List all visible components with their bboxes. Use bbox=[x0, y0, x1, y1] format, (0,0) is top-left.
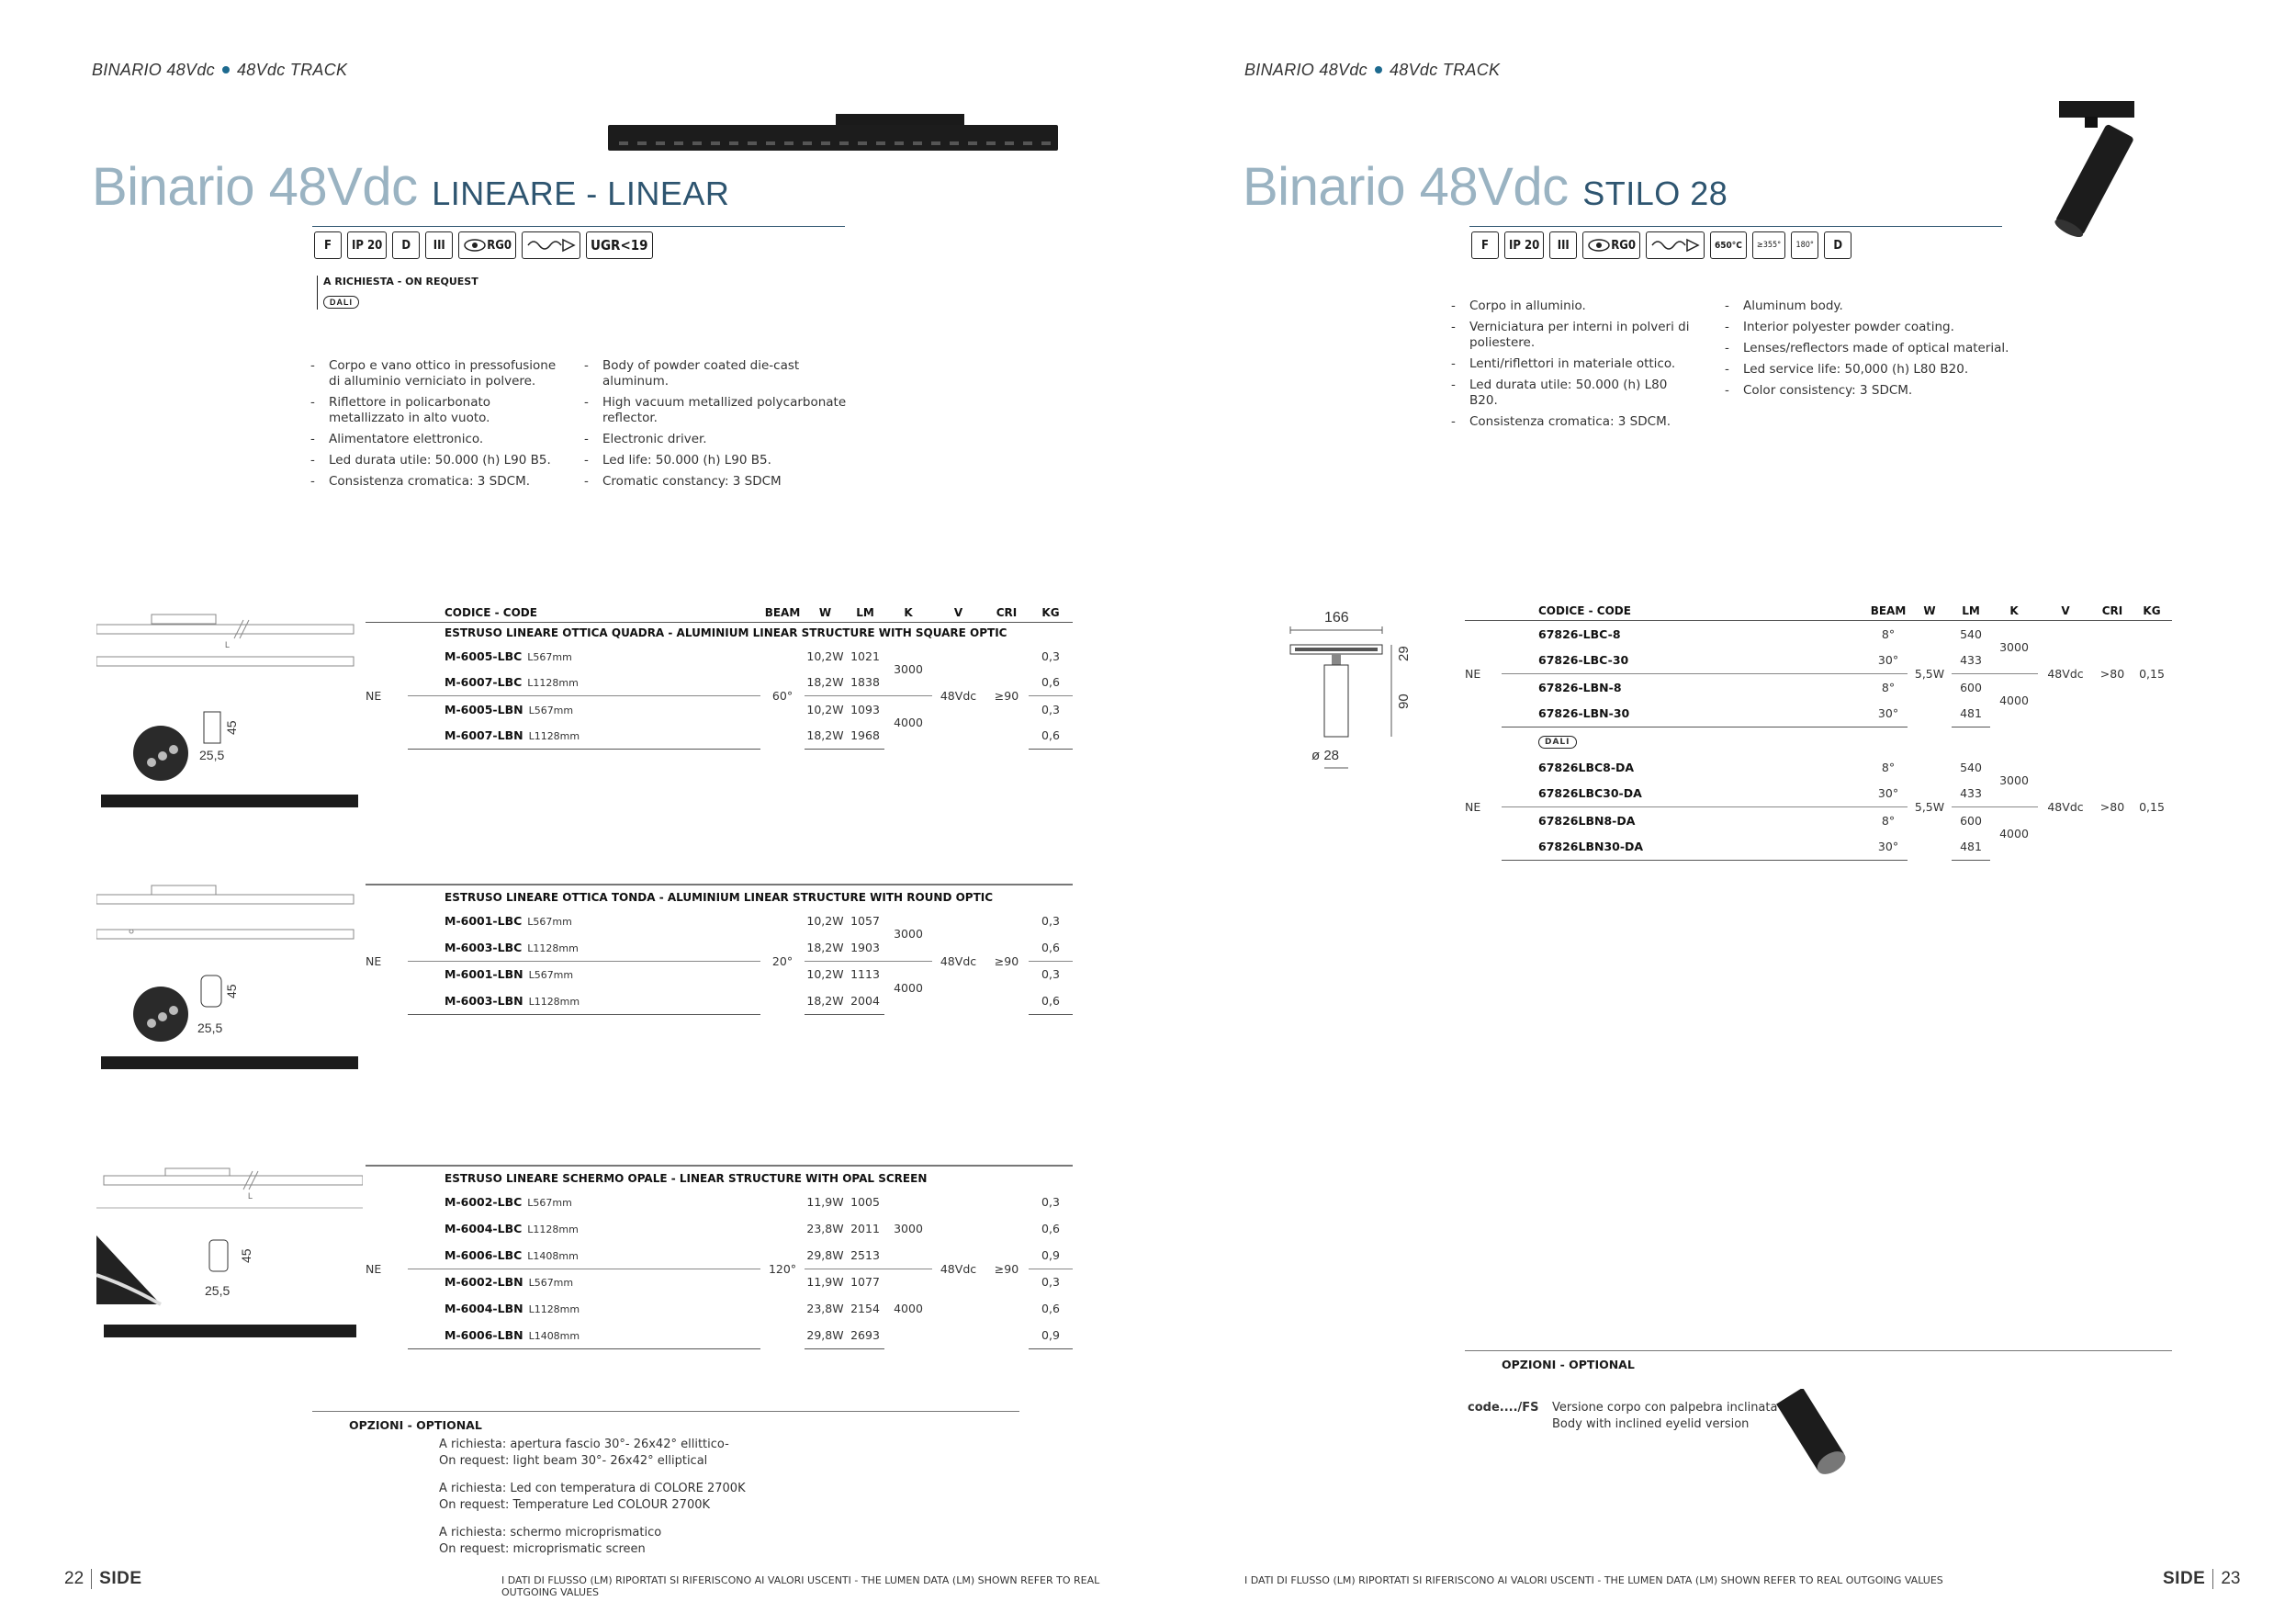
w-value: 5,5W bbox=[1914, 667, 1945, 682]
table-group-row bbox=[366, 623, 1073, 643]
feature-en-item: - Interior polyester powder coating. bbox=[1725, 320, 2019, 335]
title-sub: STILO 28 bbox=[1582, 175, 1728, 212]
lm-value: 540 bbox=[1960, 760, 1982, 774]
option-it: Versione corpo con palpebra inclinata bbox=[1552, 1401, 1778, 1415]
v-value: 48Vdc bbox=[940, 689, 977, 703]
w-value: 29,8W bbox=[805, 1322, 846, 1348]
product-code: 67826LBN8-DA bbox=[1538, 813, 1636, 828]
w-value: 5,5W bbox=[1914, 800, 1945, 814]
table-row bbox=[366, 1189, 1073, 1215]
kg-value: 0,6 bbox=[1029, 987, 1073, 1014]
option-description bbox=[1552, 1400, 1777, 1433]
stilo-product-image bbox=[2020, 96, 2140, 243]
product-code: 67826-LBN-8 bbox=[1538, 680, 1622, 694]
brand-name: SIDE bbox=[2163, 1569, 2206, 1589]
table-row bbox=[1465, 754, 2172, 781]
product-length: L1128mm bbox=[528, 995, 580, 1008]
spec-table-opal bbox=[366, 1168, 1073, 1349]
features-en bbox=[1725, 299, 2019, 404]
class-iii-icon: III bbox=[1549, 231, 1577, 259]
beam-value: 60° bbox=[771, 689, 793, 703]
beam-value: 30° bbox=[1869, 648, 1908, 674]
stilo-technical-drawing bbox=[1286, 606, 1442, 790]
lm-value: 1113 bbox=[850, 967, 880, 982]
w-value: 18,2W bbox=[805, 670, 846, 696]
kg-value: 0,3 bbox=[1041, 914, 1060, 928]
option-item: A richiesta: apertura fascio 30°- 26x42° ellittico- On request: light beam 30°- 26x42° elliptical bbox=[439, 1438, 729, 1468]
running-header bbox=[1244, 61, 1500, 80]
table-top-rule bbox=[366, 884, 1073, 885]
title-rule bbox=[1469, 226, 2002, 227]
option-code: code..../FS bbox=[1468, 1401, 1539, 1415]
tilt-180-icon: 180° bbox=[1791, 231, 1818, 259]
product-code: M-6001-LBN bbox=[445, 967, 523, 982]
lm-value: 1968 bbox=[846, 723, 884, 750]
cri-value: ≥90 bbox=[994, 1261, 1019, 1276]
table-top-rule bbox=[366, 1165, 1073, 1167]
kg-value: 0,15 bbox=[2139, 800, 2165, 814]
f-mark-icon: F bbox=[1471, 231, 1499, 259]
rg0-eye-icon: RG0 bbox=[458, 231, 516, 259]
feature-en-item: - Color consistency: 3 SDCM. bbox=[1725, 383, 2019, 399]
w-value: 29,8W bbox=[805, 1242, 846, 1269]
header-part2: 48Vdc TRACK bbox=[1389, 61, 1501, 79]
w-value: 11,9W bbox=[806, 1275, 844, 1290]
kg-value: 0,6 bbox=[1029, 670, 1073, 696]
col-w: W bbox=[805, 603, 846, 623]
product-length: L1408mm bbox=[528, 1329, 580, 1342]
right-page bbox=[1148, 0, 2296, 1624]
table-dali-row bbox=[1465, 727, 2172, 754]
product-code: 67826LBN30-DA bbox=[1502, 834, 1869, 861]
v-value: 48Vdc bbox=[940, 953, 977, 968]
feature-en-item: - Lenses/reflectors made of optical material. bbox=[1725, 341, 2019, 356]
title-sub: LINEARE - LINEAR bbox=[432, 175, 730, 212]
col-v: V bbox=[932, 603, 985, 623]
product-length: L1408mm bbox=[527, 1249, 579, 1262]
beam-value: 8° bbox=[1881, 680, 1896, 694]
beam-value: 30° bbox=[1869, 701, 1908, 727]
k-value: 4000 bbox=[894, 980, 923, 995]
v-value: 48Vdc bbox=[940, 1261, 977, 1276]
product-code: M-6006-LBC bbox=[445, 1247, 523, 1262]
product-code: 67826-LBC-8 bbox=[1538, 626, 1621, 641]
driver-wave-icon bbox=[1646, 231, 1705, 259]
feature-it-item: - Alimentatore elettronico. bbox=[310, 432, 568, 447]
kg-value: 0,3 bbox=[1041, 967, 1060, 982]
dim-l-label: L bbox=[225, 640, 231, 649]
col-code: CODICE - CODE bbox=[408, 603, 760, 623]
d-mark-icon: D bbox=[392, 231, 420, 259]
w-value: 10,2W bbox=[806, 967, 844, 982]
options-rule bbox=[312, 1411, 1019, 1412]
feature-it-item: - Led durata utile: 50.000 (h) L80 B20. bbox=[1451, 378, 1699, 409]
ne-label: NE bbox=[366, 1261, 382, 1276]
kg-value: 0,6 bbox=[1029, 934, 1073, 961]
lm-value: 1057 bbox=[850, 914, 880, 928]
col-k: K bbox=[1990, 602, 2038, 621]
ne-label: NE bbox=[1465, 667, 1481, 682]
feature-en-item: - Body of powder coated die-cast aluminum. bbox=[584, 358, 860, 389]
spec-table-round bbox=[366, 887, 1073, 1015]
k-value: 4000 bbox=[894, 716, 923, 730]
col-v: V bbox=[2038, 602, 2093, 621]
group-label: ESTRUSO LINEARE OTTICA QUADRA - ALUMINIUM LINEAR STRUCTURE WITH SQUARE OPTIC bbox=[445, 626, 1007, 639]
lm-value: 1903 bbox=[846, 934, 884, 961]
feature-it-item: - Led durata utile: 50.000 (h) L90 B5. bbox=[310, 453, 568, 468]
product-length: L567mm bbox=[527, 650, 572, 663]
w-value: 18,2W bbox=[805, 934, 846, 961]
cri-value: >80 bbox=[2099, 667, 2125, 682]
col-w: W bbox=[1908, 602, 1952, 621]
kg-value: 0,3 bbox=[1041, 702, 1060, 716]
linear-track-product-image bbox=[606, 110, 1065, 156]
lm-value: 1005 bbox=[850, 1195, 880, 1209]
product-length: L1128mm bbox=[527, 1224, 579, 1235]
product-code: 67826-LBN-30 bbox=[1502, 701, 1869, 727]
w-value: 23,8W bbox=[806, 1222, 844, 1235]
k-value: 4000 bbox=[1999, 827, 2029, 841]
cri-value: ≥90 bbox=[994, 689, 1019, 703]
lm-value: 1021 bbox=[850, 648, 880, 663]
page-number-block bbox=[2163, 1569, 2241, 1589]
table-group-row bbox=[366, 1168, 1073, 1189]
dim-width-label: 166 bbox=[1324, 610, 1349, 626]
inclined-eyelid-product-image bbox=[1773, 1389, 1855, 1481]
feature-it-item: - Verniciatura per interni in polveri di poliestere. bbox=[1451, 320, 1699, 351]
product-length: L567mm bbox=[528, 704, 574, 716]
dim-h2-label: 90 bbox=[1396, 694, 1412, 709]
k-value: 3000 bbox=[1990, 754, 2038, 807]
table-header-row bbox=[366, 603, 1073, 623]
ne-label: NE bbox=[366, 953, 382, 968]
table-row bbox=[366, 908, 1073, 934]
cri-value: ≥90 bbox=[994, 953, 1019, 968]
opal-screen-drawing bbox=[96, 1167, 363, 1350]
wave-icon bbox=[1650, 238, 1700, 253]
w-value: 18,2W bbox=[805, 723, 846, 750]
header-part1: BINARIO 48Vdc bbox=[92, 61, 215, 79]
ip20-icon: IP 20 bbox=[347, 231, 387, 259]
certification-icons bbox=[1471, 231, 1851, 259]
k-value: 3000 bbox=[884, 643, 932, 696]
dali-logo-icon: DALI bbox=[323, 296, 359, 309]
cri-value: >80 bbox=[2099, 800, 2125, 814]
page-number-block bbox=[64, 1569, 142, 1589]
feature-it-item: - Corpo e vano ottico in pressofusione di alluminio verniciato in polvere. bbox=[310, 358, 568, 389]
features-en bbox=[584, 358, 860, 495]
kg-value: 0,3 bbox=[1041, 648, 1060, 663]
v-value: 48Vdc bbox=[2047, 800, 2084, 814]
eye-icon bbox=[1587, 238, 1611, 253]
features-it bbox=[310, 358, 568, 495]
f-mark-icon: F bbox=[314, 231, 342, 259]
table-row bbox=[1465, 621, 2172, 648]
beam-value: 30° bbox=[1869, 781, 1908, 807]
kg-value: 0,9 bbox=[1029, 1322, 1073, 1348]
ip20-icon: IP 20 bbox=[1504, 231, 1544, 259]
feature-en-item: - Led service life: 50,000 (h) L80 B20. bbox=[1725, 362, 2019, 378]
title-rule bbox=[312, 226, 845, 227]
col-k: K bbox=[884, 603, 932, 623]
feature-it-item: - Corpo in alluminio. bbox=[1451, 299, 1699, 314]
col-lm: LM bbox=[1952, 602, 1990, 621]
feature-en-item: - High vacuum metallized polycarbonate reflector. bbox=[584, 395, 860, 426]
col-cri: CRI bbox=[985, 603, 1029, 623]
glow-wire-icon: 650°C bbox=[1710, 231, 1747, 259]
table-group-row bbox=[366, 887, 1073, 908]
product-code: M-6005-LBC bbox=[445, 648, 523, 663]
w-value: 10,2W bbox=[806, 702, 844, 716]
k-value: 3000 bbox=[884, 908, 932, 961]
kg-value: 0,6 bbox=[1029, 723, 1073, 750]
col-beam: BEAM bbox=[1869, 602, 1908, 621]
dim-h-label: 45 bbox=[239, 1248, 253, 1263]
feature-en-item: - Electronic driver. bbox=[584, 432, 860, 447]
product-code: M-6003-LBN bbox=[445, 993, 523, 1008]
col-beam: BEAM bbox=[760, 603, 805, 623]
feature-it-item: - Lenti/riflettori in materiale ottico. bbox=[1451, 356, 1699, 372]
table-row bbox=[366, 643, 1073, 670]
header-part2: 48Vdc TRACK bbox=[236, 61, 348, 79]
kg-value: 0,3 bbox=[1041, 1195, 1060, 1209]
lm-value: 540 bbox=[1960, 626, 1982, 641]
brand-name: SIDE bbox=[99, 1569, 142, 1589]
group-label: ESTRUSO LINEARE OTTICA TONDA - ALUMINIUM LINEAR STRUCTURE WITH ROUND OPTIC bbox=[445, 891, 994, 904]
rg0-eye-icon: RG0 bbox=[1582, 231, 1640, 259]
d-mark-icon: D bbox=[1824, 231, 1851, 259]
ne-label: NE bbox=[1465, 800, 1481, 814]
header-part1: BINARIO 48Vdc bbox=[1244, 61, 1367, 79]
running-header bbox=[92, 61, 347, 80]
kg-value: 0,3 bbox=[1041, 1275, 1060, 1290]
col-lm: LM bbox=[846, 603, 884, 623]
features-it bbox=[1451, 299, 1699, 435]
k-value: 3000 bbox=[884, 1189, 932, 1269]
product-length: L1128mm bbox=[527, 942, 579, 954]
lm-value: 481 bbox=[1952, 834, 1990, 861]
dim-h-label: 45 bbox=[224, 720, 239, 735]
group-label: ESTRUSO LINEARE SCHERMO OPALE - LINEAR STRUCTURE WITH OPAL SCREEN bbox=[445, 1172, 928, 1185]
eye-icon bbox=[463, 238, 487, 253]
lm-value: 600 bbox=[1960, 680, 1982, 694]
product-code: M-6004-LBC bbox=[445, 1222, 523, 1235]
v-value: 48Vdc bbox=[2047, 667, 2084, 682]
ne-label: NE bbox=[366, 689, 382, 703]
kg-value: 0,6 bbox=[1041, 1222, 1060, 1235]
beam-value: 8° bbox=[1881, 760, 1896, 774]
k-value: 4000 bbox=[894, 1302, 923, 1316]
w-value: 10,2W bbox=[806, 648, 844, 663]
lm-value: 1093 bbox=[850, 702, 880, 716]
feature-en-item: - Cromatic constancy: 3 SDCM bbox=[584, 474, 860, 490]
options-rule bbox=[1465, 1350, 2172, 1351]
beam-value: 120° bbox=[768, 1261, 797, 1276]
lm-value: 433 bbox=[1952, 781, 1990, 807]
product-length: L1128mm bbox=[527, 677, 579, 690]
k-value: 3000 bbox=[1990, 621, 2038, 674]
dali-logo-icon: DALI bbox=[1538, 736, 1577, 749]
beam-value: 20° bbox=[771, 953, 793, 968]
page-number: 22 bbox=[64, 1569, 84, 1589]
w-value: 10,2W bbox=[806, 914, 844, 928]
beam-value: 8° bbox=[1881, 626, 1896, 641]
spec-table-stilo bbox=[1465, 602, 2172, 861]
product-code: 67826-LBC-30 bbox=[1502, 648, 1869, 674]
dim-w-label: 25,5 bbox=[199, 748, 225, 762]
header-dot bbox=[1375, 66, 1382, 73]
page-title bbox=[1243, 156, 1728, 218]
product-code: 67826LBC30-DA bbox=[1502, 781, 1869, 807]
product-code: M-6007-LBN bbox=[445, 728, 523, 743]
lm-value: 481 bbox=[1952, 701, 1990, 727]
product-code: M-6007-LBC bbox=[445, 675, 523, 690]
options-title: OPZIONI - OPTIONAL bbox=[1502, 1358, 1635, 1371]
product-code: M-6003-LBC bbox=[445, 940, 523, 954]
product-length: L1128mm bbox=[528, 730, 580, 743]
lm-value: 2693 bbox=[846, 1322, 884, 1348]
dim-diameter-label: ø 28 bbox=[1311, 748, 1340, 763]
footer-note: I DATI DI FLUSSO (LM) RIPORTATI SI RIFERISCONO AI VALORI USCENTI - THE LUMEN DATA (LM) SHOWN REFER TO REAL OUTGOING VALUES bbox=[1244, 1574, 1943, 1586]
lm-value: 2154 bbox=[850, 1302, 880, 1315]
option-en: Body with inclined eyelid version bbox=[1552, 1417, 1750, 1431]
option-item: A richiesta: schermo microprismatico On request: microprismatic screen bbox=[439, 1526, 662, 1556]
spec-table-square bbox=[366, 603, 1073, 750]
kg-value: 0,6 bbox=[1041, 1302, 1060, 1315]
w-value: 11,9W bbox=[806, 1195, 844, 1209]
lm-value: 2011 bbox=[850, 1222, 880, 1235]
feature-en-item: - Aluminum body. bbox=[1725, 299, 2019, 314]
beam-value: 8° bbox=[1881, 813, 1896, 828]
col-kg: KG bbox=[1029, 603, 1073, 623]
option-item: A richiesta: Led con temperatura di COLORE 2700K On request: Temperature Led COLOUR 2700K bbox=[439, 1482, 746, 1512]
product-code: M-6005-LBN bbox=[445, 702, 523, 716]
feature-it-item: - Consistenza cromatica: 3 SDCM. bbox=[1451, 414, 1699, 430]
lm-value: 2513 bbox=[846, 1242, 884, 1269]
w-value: 23,8W bbox=[806, 1302, 844, 1315]
title-main: Binario 48Vdc bbox=[92, 157, 418, 217]
kg-value: 0,15 bbox=[2139, 667, 2165, 682]
certification-icons bbox=[314, 231, 653, 259]
product-code: M-6001-LBC bbox=[445, 914, 523, 928]
col-code: CODICE - CODE bbox=[1502, 602, 1869, 621]
dim-h-label: 45 bbox=[224, 984, 239, 998]
product-code: M-6002-LBN bbox=[445, 1275, 523, 1290]
product-length: L1128mm bbox=[528, 1303, 580, 1315]
product-length: L567mm bbox=[528, 1277, 574, 1290]
lm-value: 1838 bbox=[846, 670, 884, 696]
lm-value: 433 bbox=[1952, 648, 1990, 674]
product-code: 67826LBC8-DA bbox=[1538, 760, 1635, 774]
page-title bbox=[92, 156, 729, 218]
beam-value: 30° bbox=[1869, 834, 1908, 861]
kg-value: 0,9 bbox=[1029, 1242, 1073, 1269]
page-number: 23 bbox=[2221, 1569, 2241, 1589]
on-request-block bbox=[317, 276, 478, 310]
dim-w-label: 25,5 bbox=[197, 1021, 223, 1035]
table-header-row bbox=[1465, 602, 2172, 621]
product-code: M-6006-LBN bbox=[445, 1327, 523, 1342]
title-main: Binario 48Vdc bbox=[1243, 157, 1569, 217]
ugr19-icon: UGR<19 bbox=[586, 231, 653, 259]
feature-it-item: - Consistenza cromatica: 3 SDCM. bbox=[310, 474, 568, 490]
dim-l-label: L bbox=[248, 1191, 253, 1201]
product-length: L567mm bbox=[528, 969, 574, 982]
product-length: L567mm bbox=[527, 1197, 572, 1209]
square-optic-drawing bbox=[96, 602, 363, 822]
product-length: L567mm bbox=[527, 916, 572, 928]
class-iii-icon: III bbox=[425, 231, 453, 259]
round-optic-drawing bbox=[96, 884, 363, 1077]
lm-value: 2004 bbox=[846, 987, 884, 1014]
lm-value: 1077 bbox=[850, 1275, 880, 1290]
dim-h1-label: 29 bbox=[1396, 646, 1412, 661]
col-cri: CRI bbox=[2093, 602, 2132, 621]
col-kg: KG bbox=[2132, 602, 2172, 621]
on-request-label: A RICHIESTA - ON REQUEST bbox=[323, 276, 478, 288]
options-title: OPZIONI - OPTIONAL bbox=[349, 1418, 482, 1432]
k-value: 4000 bbox=[1999, 694, 2029, 708]
feature-en-item: - Led life: 50.000 (h) L90 B5. bbox=[584, 453, 860, 468]
driver-wave-icon bbox=[522, 231, 580, 259]
feature-it-item: - Riflettore in policarbonato metallizzato in alto vuoto. bbox=[310, 395, 568, 426]
wave-icon bbox=[526, 238, 576, 253]
product-code: M-6004-LBN bbox=[445, 1302, 523, 1315]
rotation-355-icon: ≥355° bbox=[1752, 231, 1785, 259]
lm-value: 600 bbox=[1960, 813, 1982, 828]
product-code: M-6002-LBC bbox=[445, 1195, 523, 1209]
options-list bbox=[439, 1437, 746, 1569]
dim-w-label: 25,5 bbox=[205, 1283, 231, 1298]
w-value: 18,2W bbox=[805, 987, 846, 1014]
header-dot bbox=[222, 66, 230, 73]
footer-note: I DATI DI FLUSSO (LM) RIPORTATI SI RIFERISCONO AI VALORI USCENTI - THE LUMEN DATA (LM) SHOWN REFER TO REAL OUTGOING VALUES bbox=[501, 1574, 1100, 1598]
